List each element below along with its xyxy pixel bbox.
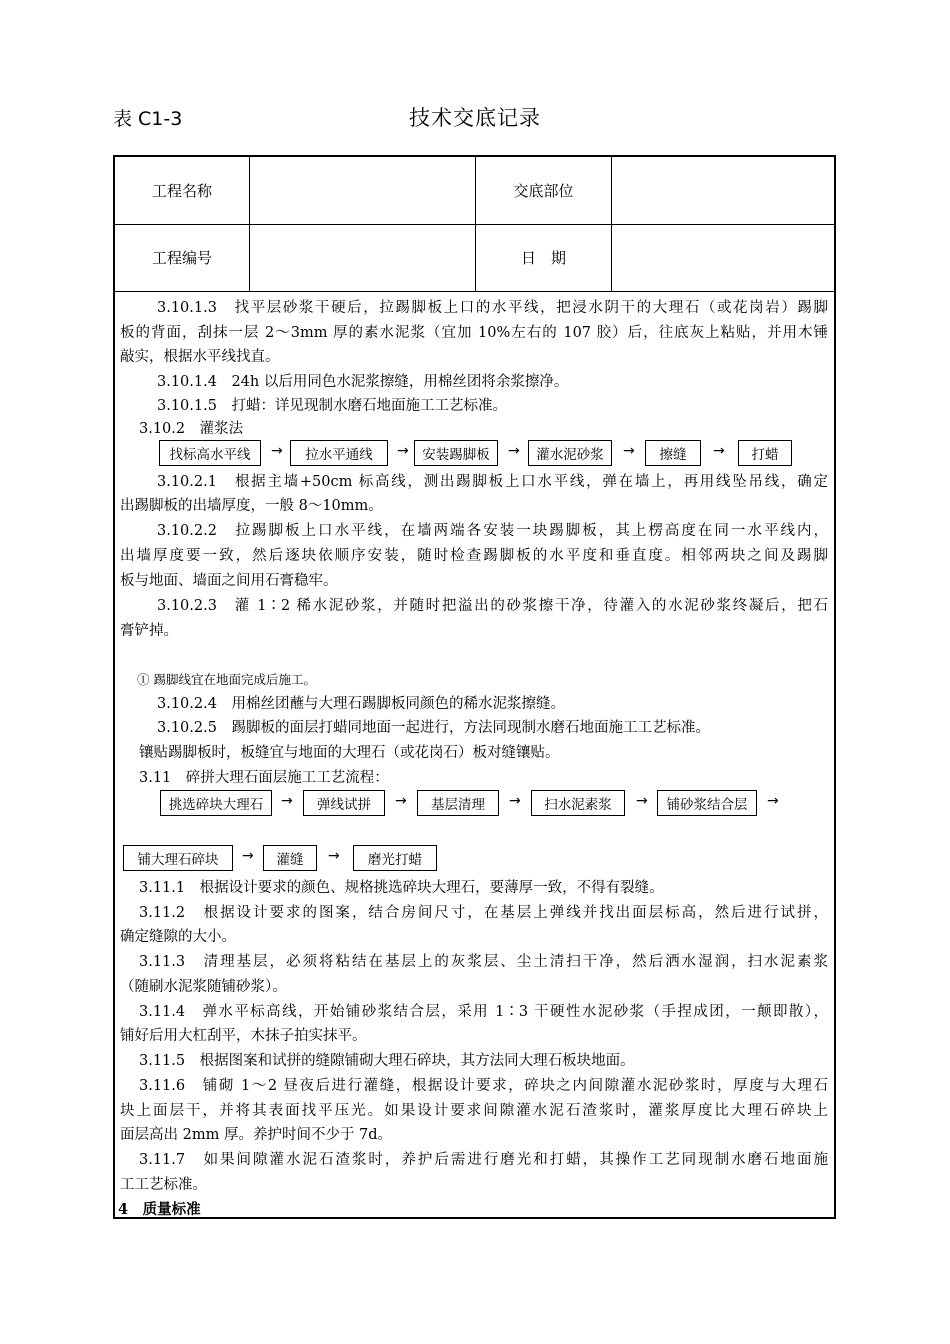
paragraph-line: 3.11.2 根据设计要求的图案，结合房间尺寸，在基层上弹线并找出面层标高，然后进行试拼， (139, 905, 828, 921)
arrow-icon: → (713, 443, 725, 459)
document-title: 技术交底记录 (409, 106, 541, 130)
flow-step: 弹线试拼 (303, 790, 385, 816)
flow-step: 磨光打蜡 (353, 845, 437, 871)
flow-step: 擦缝 (645, 440, 701, 466)
arrow-icon: → (271, 443, 283, 459)
info-row-1 (115, 157, 834, 225)
paragraph-line: 板的背面，刮抹一层 2～3mm 厚的素水泥浆（宜加 10%左右的 107 胶）后，往底灰上粘贴，并用木锤 (120, 325, 828, 341)
paragraph-line: 铺好后用大杠刮平，木抹子拍实抹平。 (120, 1028, 367, 1044)
arrow-icon: → (636, 793, 648, 809)
paragraph-line: 膏铲掉。 (120, 623, 178, 639)
paragraph-line: 3.10.1.3 找平层砂浆干硬后，拉踢脚板上口的水平线，把浸水阴干的大理石（或花岗岩）踢脚 (157, 300, 828, 316)
paragraph-line: 3.10.2.4 用棉丝团蘸与大理石踢脚板同颜色的稀水泥浆擦缝。 (157, 696, 565, 712)
paragraph-line: 敲实，根据水平线找直。 (120, 349, 280, 365)
arrow-icon: → (395, 793, 407, 809)
paragraph-line: 3.11.7 如果间隙灌水泥石渣浆时，养护后需进行磨光和打蜡，其操作工艺同现制水磨石地面施 (139, 1152, 828, 1168)
arrow-icon: → (281, 793, 293, 809)
paragraph-line: 块上面层干，并将其表面找平压光。如果设计要求间隙灌水泥石渣浆时，灌浆厚度比大理石碎块上 (120, 1103, 828, 1119)
project-name-label: 工程名称 (115, 157, 250, 224)
paragraph-line: 3.11.6 铺砌 1～2 昼夜后进行灌缝，根据设计要求，碎块之内间隙灌水泥砂浆时，厚度与大理石 (139, 1078, 828, 1094)
paragraph-line: 3.11.3 清理基层，必须将粘结在基层上的灰浆层、尘土清扫干净，然后洒水湿润，扫水泥素浆 (139, 954, 828, 970)
flow-step: 基层清理 (417, 790, 499, 816)
section-heading: 3.10.2 灌浆法 (139, 421, 244, 437)
paragraph-line: 工工艺标准。 (120, 1177, 207, 1193)
date-field[interactable] (612, 224, 834, 291)
paragraph-line: 板与地面、墙面之间用石膏稳牢。 (120, 573, 338, 589)
info-row-2 (115, 224, 834, 292)
flow-step: 安装踢脚板 (414, 440, 498, 466)
paragraph-line: 出踢脚板的出墙厚度，一般 8～10mm。 (120, 498, 383, 514)
paragraph-line: 3.11.1 根据设计要求的颜色、规格挑选碎块大理石，要薄厚一致，不得有裂缝。 (139, 880, 664, 896)
paragraph-line: 3.10.1.4 24h 以后用同色水泥浆擦缝，用棉丝团将余浆擦净。 (157, 374, 569, 390)
paragraph-line: 镶贴踢脚板时，板缝宜与地面的大理石（或花岗石）板对缝镶贴。 (139, 745, 560, 761)
record-form (113, 155, 836, 1219)
project-no-label: 工程编号 (115, 224, 250, 291)
section-heading: 3.11 碎拼大理石面层施工工艺流程： (139, 770, 389, 786)
flow-step: 打蜡 (738, 440, 792, 466)
paragraph-line: 3.10.2.5 踢脚板的面层打蜡同地面一起进行，方法同现制水磨石地面施工工艺标准。 (157, 720, 710, 736)
paragraph-line: 3.10.2.2 拉踢脚板上口水平线，在墙两端各安装一块踢脚板，其上楞高度在同一水平线内， (157, 523, 828, 539)
paragraph-line: 3.10.2.1 根据主墙+50cm 标高线，测出踢脚板上口水平线，弹在墙上，再用线坠吊线，确定 (157, 474, 828, 490)
project-name-field[interactable] (250, 157, 476, 224)
paragraph-line: 3.10.2.3 灌 1∶2 稀水泥砂浆，并随时把溢出的砂浆擦干净，待灌入的水泥砂浆终凝后，把石 (157, 598, 828, 614)
footnote: ① 踢脚线宜在地面完成后施工。 (137, 672, 316, 687)
flowchart-grouting (115, 440, 834, 468)
flow-step: 挑选碎块大理石 (160, 790, 272, 816)
flow-step: 找标高水平线 (159, 440, 261, 466)
paragraph-line: 3.11.5 根据图案和试拼的缝隙铺砌大理石碎块，其方法同大理石板块地面。 (139, 1053, 635, 1069)
arrow-icon: → (328, 848, 340, 864)
section-heading: 4 质量标准 (118, 1201, 201, 1218)
arrow-icon: → (767, 793, 779, 809)
arrow-icon: → (397, 443, 409, 459)
paragraph-line: 3.10.1.5 打蜡：详见现制水磨石地面施工工艺标准。 (157, 398, 507, 414)
flowchart-crazy-paving (115, 790, 834, 818)
flow-step: 扫水泥素浆 (531, 790, 625, 816)
flow-step: 铺大理石碎块 (123, 845, 233, 871)
flowchart-crazy-paving-continued (115, 845, 834, 873)
paragraph-line: 面层高出 2mm 厚。养护时间不少于 7d。 (120, 1127, 393, 1143)
location-label: 交底部位 (476, 157, 612, 224)
flow-step: 拉水平通线 (290, 440, 388, 466)
arrow-icon: → (242, 848, 254, 864)
flow-step: 灌缝 (263, 845, 317, 871)
paragraph-line: 出墙厚度要一致，然后逐块依顺序安装，随时检查踢脚板的水平度和垂直度。相邻两块之间及踢脚 (120, 548, 828, 564)
arrow-icon: → (623, 443, 635, 459)
paragraph-line: 确定缝隙的大小。 (120, 929, 236, 945)
paragraph-line: 3.11.4 弹水平标高线，开始铺砂浆结合层，采用 1∶3 干硬性水泥砂浆（手捏成团，一颠即散）， (139, 1004, 828, 1020)
paragraph-line: （随刷水泥浆随铺砂浆）。 (120, 979, 287, 995)
arrow-icon: → (508, 443, 520, 459)
location-field[interactable] (612, 157, 834, 224)
project-no-field[interactable] (250, 224, 476, 291)
date-label: 日 期 (476, 224, 612, 291)
arrow-icon: → (509, 793, 521, 809)
flow-step: 铺砂浆结合层 (657, 790, 757, 816)
flow-step: 灌水泥砂浆 (528, 440, 612, 466)
form-code: 表 C1-3 (113, 108, 183, 130)
